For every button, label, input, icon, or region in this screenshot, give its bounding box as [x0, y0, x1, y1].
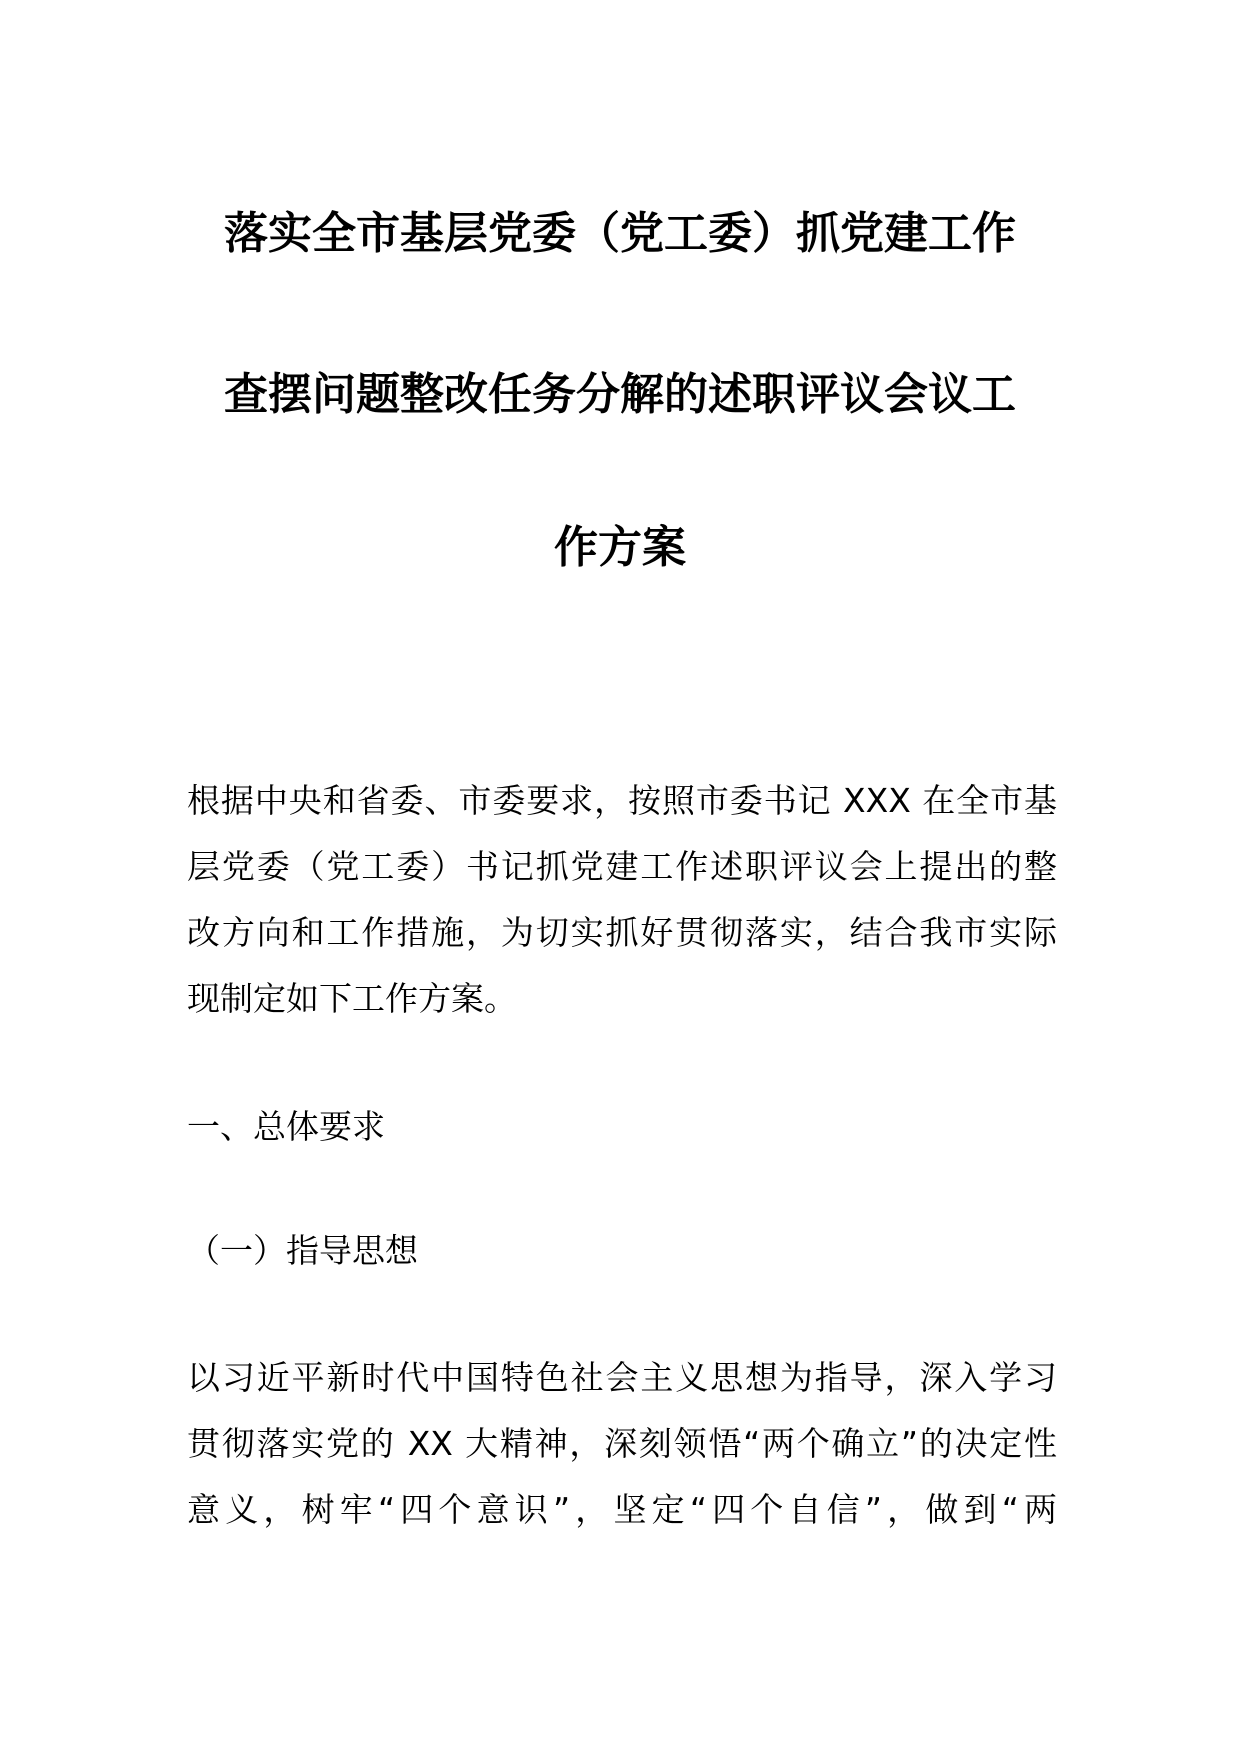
paragraph-line: 贯彻落实党的 XX 大精神，深刻领悟“两个确立”的决定性 [187, 1424, 1057, 1463]
paragraph-line: 层党委（党工委）书记抓党建工作述职评议会上提出的整 [187, 847, 1057, 886]
paragraph-line: 现制定如下工作方案。 [187, 979, 517, 1018]
paragraph-line: 以习近平新时代中国特色社会主义思想为指导，深入学习 [187, 1358, 1057, 1397]
guiding-paragraph [187, 1345, 1057, 1543]
paragraph-line: 根据中央和省委、市委要求，按照市委书记 XXX 在全市基 [187, 781, 1057, 820]
document-title-line-3: 作方案 [554, 522, 686, 573]
subsection-heading: （一）指导思想 [187, 1231, 418, 1270]
document-title-line-2: 查摆问题整改任务分解的述职评议会议工 [224, 369, 1016, 420]
section-heading: 一、总体要求 [187, 1107, 385, 1146]
paragraph-line: 改方向和工作措施，为切实抓好贯彻落实，结合我市实际 [187, 913, 1057, 952]
intro-paragraph [187, 768, 1057, 1032]
document-title-line-1: 落实全市基层党委（党工委）抓党建工作 [224, 208, 1016, 259]
paragraph-line: 意义，树牢“四个意识”，坚定“四个自信”，做到“两 [187, 1490, 1057, 1529]
